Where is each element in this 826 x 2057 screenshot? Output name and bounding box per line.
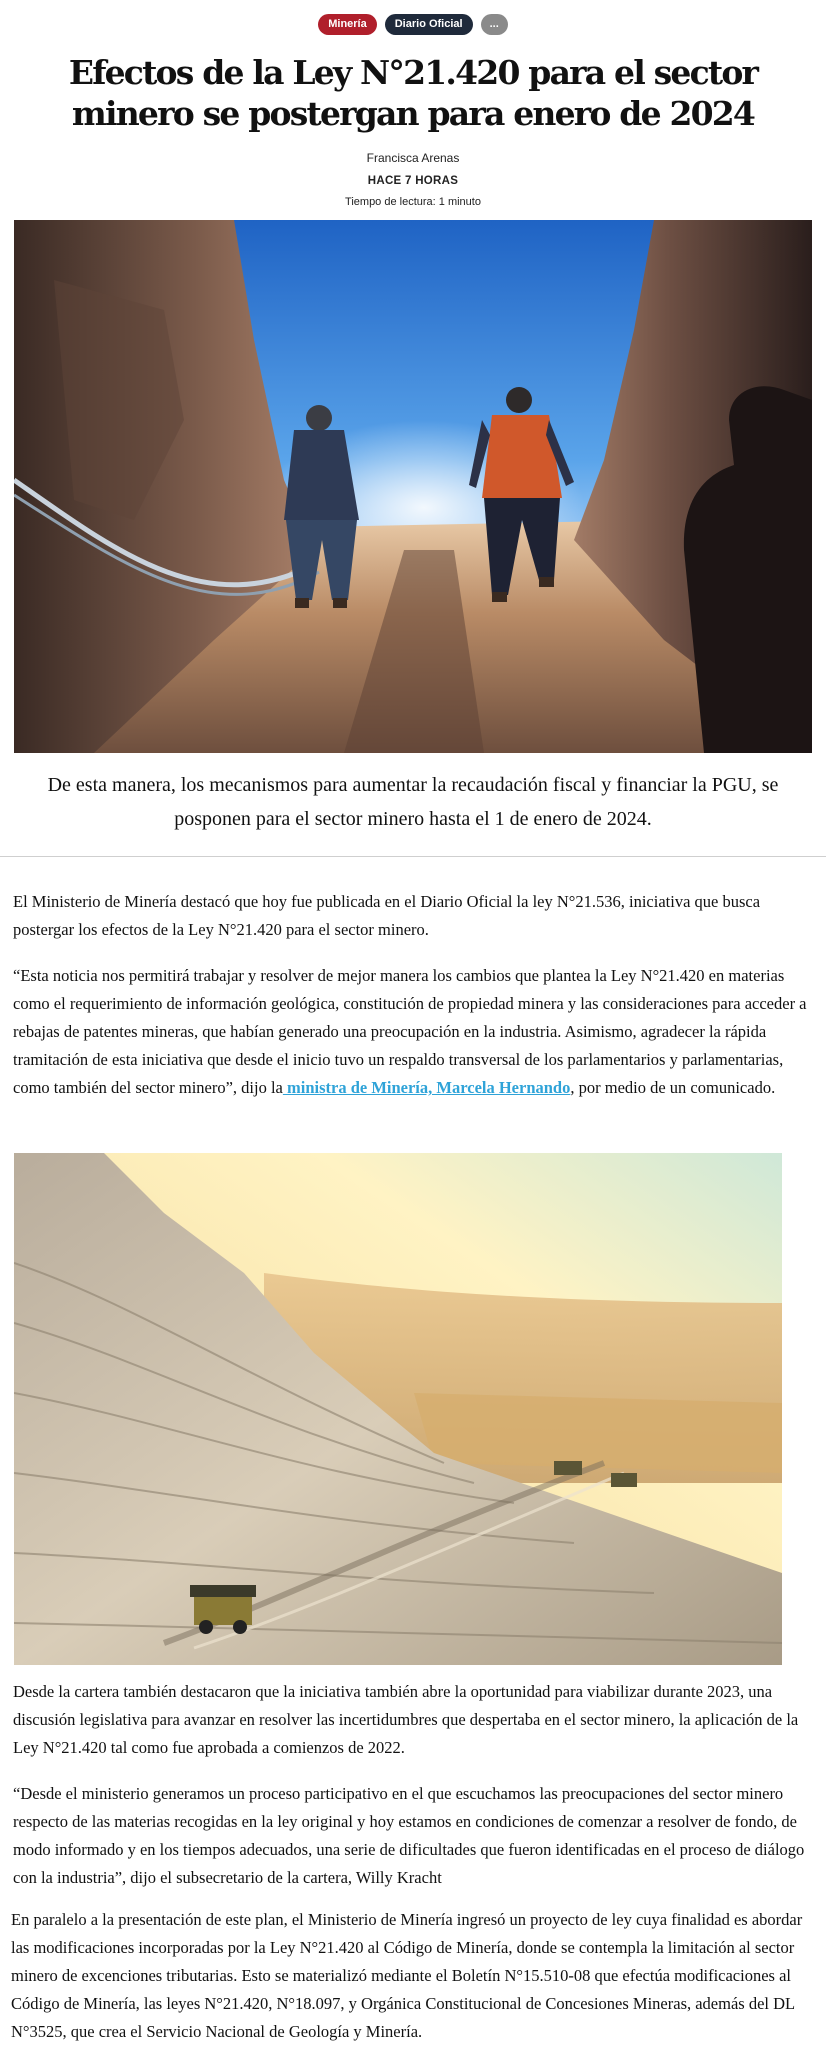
- paragraph-1: El Ministerio de Minería destacó que hoy fue publicada en el Diario Oficial la ley N°21.536, iniciativa que busca postergar los efectos de la Ley N°21.420 para el sector minero.: [13, 892, 761, 939]
- tag-diario-oficial[interactable]: Diario Oficial: [385, 14, 473, 35]
- open-pit-mine-image: [14, 1153, 782, 1665]
- hero-image-mine-tunnel: [14, 220, 812, 753]
- article-title: Efectos de la Ley N°21.420 para el sector minero se postergan para enero de 2024: [68, 53, 758, 133]
- section-divider: [0, 856, 826, 857]
- paragraph-3: Desde la cartera también destacaron que la iniciativa también abre la oportunidad para viabilizar durante 2023, una discusión legislativa para avanzar en resolver las incertidumbres que despertaba en el sector minero, la aplicación de la Ley N°21.420 tal como fue aprobada a comienzos de 2022.: [13, 1682, 799, 1757]
- minister-link[interactable]: ministra de Minería, Marcela Hernando: [282, 1078, 571, 1097]
- paragraph-5: En paralelo a la presentación de este plan, el Ministerio de Minería ingresó un proyecto de ley cuya finalidad es abordar las modificaciones incorporadas por la Ley N°21.420 al Código de Minería, donde se contempla la limitación al sector minero de excenciones tributarias. Esto se materializó mediante el Boletín N°15.510-08 que efectúa modificaciones al Código de Minería, las leyes N°21.420, N°18.097, y Orgánica Constitucional de Concesiones Mineras, además del DL N°3525, que crea el Servicio Nacional de Geología y Minería.: [11, 1910, 803, 2041]
- paragraph-2-text: “Esta noticia nos permitirá trabajar y resolver de mejor manera los cambios que plantea la Ley N°21.420 en materias como el requerimiento de información geológica, constitución de propiedad minera y las consideraciones para acceder a rebajas de patentes mineras, que habían generado una preocupación en la industria. Asimismo, agradecer la rápida tramitación de esta iniciativa que desde el inicio tuvo un respaldo transversal de los parlamentarios y parlamentarias, como también del sector minero”, dijo la: [13, 966, 807, 1097]
- publish-time: HACE 7 HORAS: [367, 175, 459, 187]
- paragraph-4: “Desde el ministerio generamos un proceso participativo en el que escuchamos las preocupaciones del sector minero respecto de las materias recogidas en la ley original y hoy estamos en condiciones de comenzar a resolver de fondo, de modo informado y en los tiempos adecuados, una serie de dificultades que fueron identificadas en el proceso de diálogo con la industria”, dijo el subsecretario de la cartera, Willy Kracht: [13, 1784, 805, 1887]
- tag-more-button[interactable]: ...: [481, 14, 508, 35]
- paragraph-2-tail: , por medio de un comunicado.: [570, 1078, 776, 1097]
- reading-time: Tiempo de lectura: 1 minuto: [345, 196, 481, 208]
- byline: [0, 150, 826, 210]
- category-tags: [0, 14, 826, 35]
- tag-mineria[interactable]: Minería: [318, 14, 377, 35]
- paragraph-2: [13, 962, 813, 1102]
- article-lead: De esta manera, los mecanismos para aumentar la recaudación fiscal y financiar la PGU, se posponen para el sector minero hasta el 1 de enero de 2024.: [47, 774, 779, 830]
- author-name[interactable]: Francisca Arenas: [366, 151, 460, 165]
